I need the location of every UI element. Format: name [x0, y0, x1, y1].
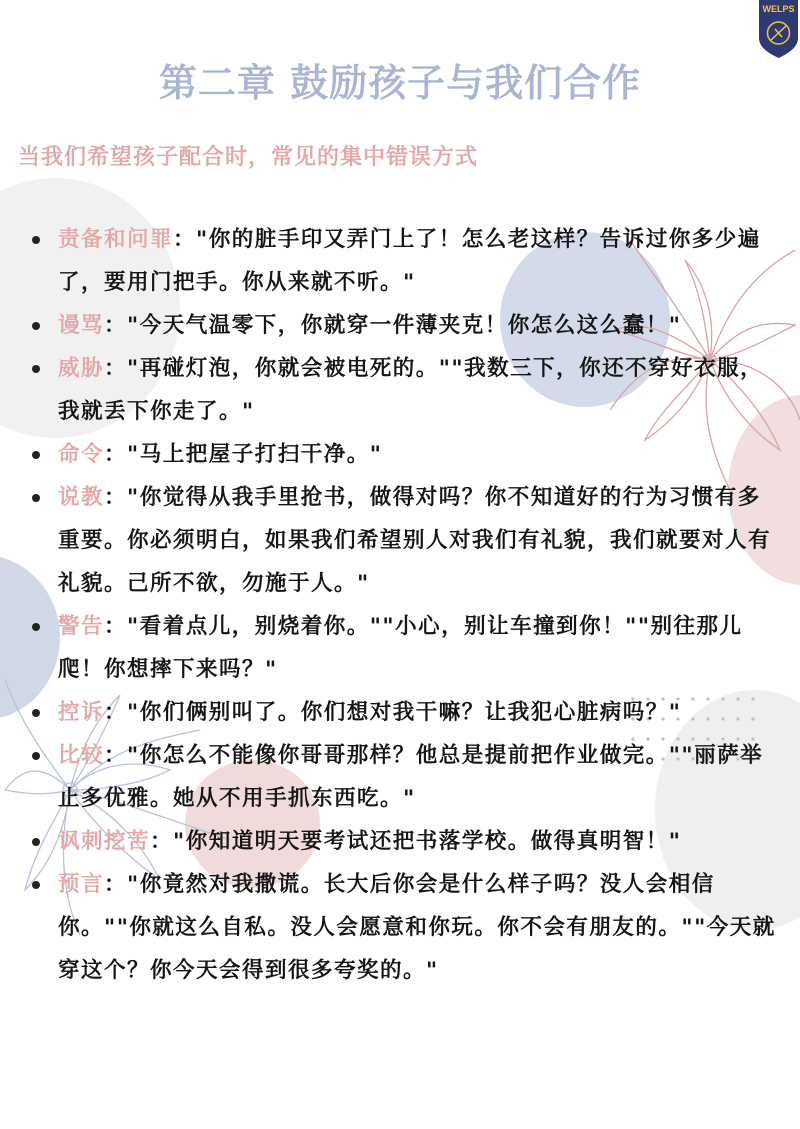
item-text: "今天气温零下，你就穿一件薄夹克！你怎么这么蠢！": [127, 313, 682, 338]
item-text: "看着点儿，别烧着你。""小心，别让车撞到你！""别往那儿爬！你想摔下来吗？": [58, 614, 743, 682]
bullet-icon: [32, 494, 40, 502]
item-term: 命令: [58, 442, 105, 467]
list-item: [30, 691, 778, 734]
item-separator: ：: [104, 442, 128, 467]
bullet-icon: [32, 451, 40, 459]
bullet-icon: [32, 322, 40, 330]
list-item: [30, 347, 778, 433]
item-separator: ：: [104, 872, 128, 897]
item-term: 控诉: [58, 700, 105, 725]
item-term: 责备和问罪: [58, 227, 174, 252]
item-text: "你知道明天要考试还把书落学校。做得真明智！": [173, 829, 682, 854]
item-text: "你怎么不能像你哥哥那样？他总是提前把作业做完。""丽萨举止多优雅。她从不用手抓东西吃。": [58, 743, 764, 811]
item-text: "你们俩别叫了。你们想对我干嘛？让我犯心脏病吗？": [127, 700, 682, 725]
mistake-list: [30, 218, 778, 992]
bullet-icon: [32, 881, 40, 889]
item-term: 说教: [58, 485, 105, 510]
item-term: 讽刺挖苦: [58, 829, 151, 854]
item-separator: ：: [104, 356, 128, 381]
item-term: 威胁: [58, 356, 105, 381]
section-subtitle: 当我们希望孩子配合时，常见的集中错误方式: [18, 144, 479, 170]
item-separator: ：: [104, 743, 128, 768]
item-text: "你的脏手印又弄门上了！怎么老这样？告诉过你多少遍了，要用门把手。你从来就不听。": [58, 227, 761, 295]
item-text: "你觉得从我手里抢书，做得对吗？你不知道好的行为习惯有多重要。你必须明白，如果我们希望别人对我们有礼貌，我们就要对人有礼貌。己所不欲，勿施于人。": [58, 485, 772, 596]
item-term: 谩骂: [58, 313, 105, 338]
bullet-icon: [32, 838, 40, 846]
list-item: [30, 433, 778, 476]
list-item: [30, 476, 778, 605]
bullet-icon: [32, 752, 40, 760]
item-term: 预言: [58, 872, 105, 897]
list-item: [30, 218, 778, 304]
logo-text: WELPS: [762, 4, 795, 14]
bullet-icon: [32, 236, 40, 244]
item-term: 警告: [58, 614, 105, 639]
item-separator: ：: [104, 485, 128, 510]
item-separator: ：: [173, 227, 197, 252]
list-item: [30, 734, 778, 820]
item-term: 比较: [58, 743, 105, 768]
list-item: [30, 605, 778, 691]
page-title: 第二章 鼓励孩子与我们合作: [158, 60, 642, 105]
list-item: [30, 304, 778, 347]
list-item: [30, 820, 778, 863]
item-text: "再碰灯泡，你就会被电死的。""我数三下，你还不穿好衣服，我就丢下你走了。": [58, 356, 764, 424]
bullet-icon: [32, 709, 40, 717]
item-text: "马上把屋子打扫干净。": [127, 442, 383, 467]
item-separator: ：: [150, 829, 174, 854]
item-separator: ：: [104, 614, 128, 639]
item-separator: ：: [104, 700, 128, 725]
item-text: "你竟然对我撒谎。长大后你会是什么样子吗？没人会相信你。""你就这么自私。没人会愿意和你玩。你不会有朋友的。""今天就穿这个？你今天会得到很多夸奖的。": [58, 872, 776, 983]
bullet-icon: [32, 623, 40, 631]
list-item: [30, 863, 778, 992]
item-separator: ：: [104, 313, 128, 338]
welps-logo: [757, 0, 800, 58]
bullet-icon: [32, 365, 40, 373]
